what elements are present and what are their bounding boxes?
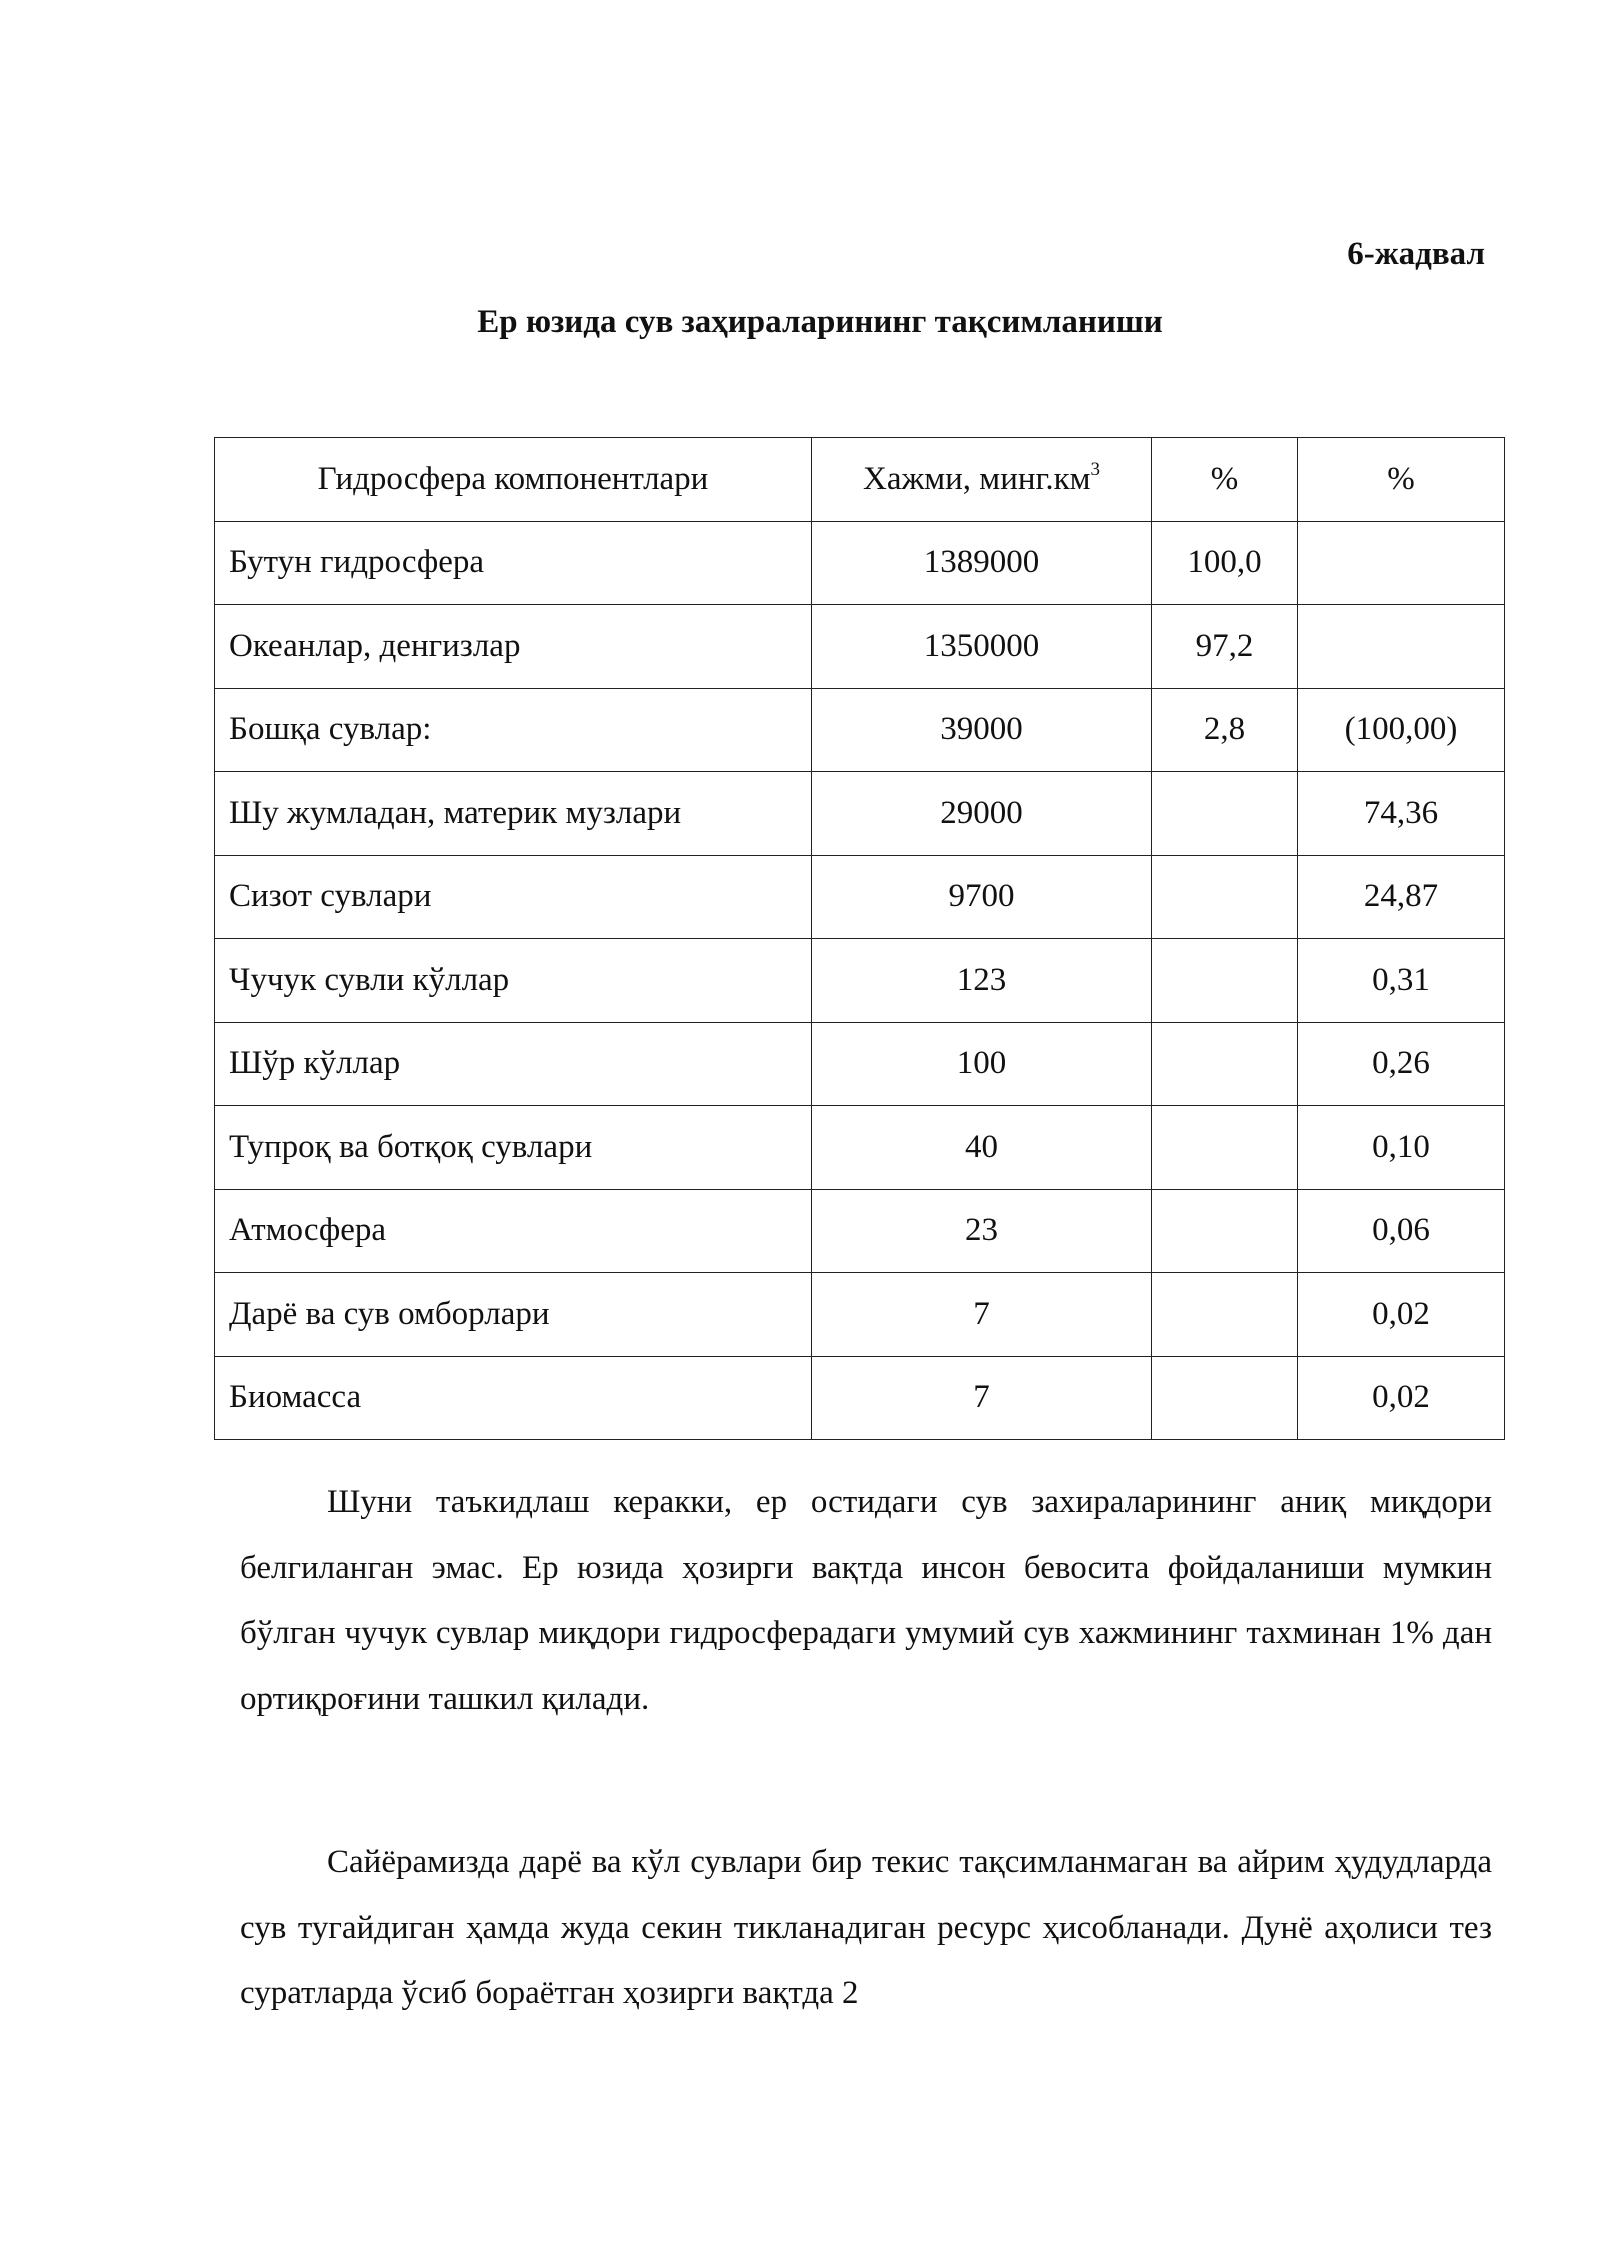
cell-volume: 7: [812, 1273, 1152, 1357]
cell-percent: 97,2: [1152, 605, 1298, 689]
table-row: [215, 605, 1505, 689]
cell-component: Дарё ва сув омборлари: [215, 1273, 812, 1357]
cell-volume: 39000: [812, 688, 1152, 772]
cell-percent: [1152, 1356, 1298, 1440]
cell-percent-2: 0,31: [1298, 939, 1505, 1023]
table-row: [215, 1189, 1505, 1273]
cell-percent-2: 0,02: [1298, 1273, 1505, 1357]
cell-percent-2: (100,00): [1298, 688, 1505, 772]
paragraph-2: Сайёрамизда дарё ва кўл сувлари бир текис тақсимланмаган ва айрим ҳудудларда сув тугайдиган ҳамда жуда секин тикланадиган ресурс ҳисобланади. Дунё аҳолиси тез суратларда ўсиб бораётган ҳозирги вақтда 2: [240, 1844, 1492, 2011]
cell-percent-2: 74,36: [1298, 772, 1505, 856]
cell-percent: [1152, 1273, 1298, 1357]
cell-percent-2: 0,02: [1298, 1356, 1505, 1440]
cell-percent: [1152, 772, 1298, 856]
cell-percent-2: 0,26: [1298, 1022, 1505, 1106]
cell-volume: 29000: [812, 772, 1152, 856]
cell-percent-2: [1298, 521, 1505, 605]
cell-volume: 123: [812, 939, 1152, 1023]
table-row: [215, 1022, 1505, 1106]
cell-volume: 1350000: [812, 605, 1152, 689]
table-row: [215, 1273, 1505, 1357]
cell-component: Шўр кўллар: [215, 1022, 812, 1106]
cell-component: Бутун гидросфера: [215, 521, 812, 605]
cell-percent: [1152, 939, 1298, 1023]
table-row: [215, 521, 1505, 605]
table-title: Ер юзида сув заҳираларининг тақсимланиши: [477, 304, 1163, 340]
cell-volume: 100: [812, 1022, 1152, 1106]
header-components: Гидросфера компонентлари: [215, 438, 812, 522]
cell-percent-2: 24,87: [1298, 855, 1505, 939]
header-percent: %: [1152, 438, 1298, 522]
table-row: [215, 855, 1505, 939]
cell-percent: [1152, 855, 1298, 939]
table-row: [215, 1106, 1505, 1190]
table-row: [215, 688, 1505, 772]
cell-volume: 23: [812, 1189, 1152, 1273]
table-row: [215, 939, 1505, 1023]
table-number: 6-жадвал: [1347, 236, 1485, 272]
paragraph-1: Шуни таъкидлаш керакки, ер остидаги сув захираларининг аниқ миқдори белгиланган эмас. Ер юзида ҳозирги вақтда инсон бевосита фойдаланиши мумкин бўлган чучук сувлар миқдори гидросферадаги умумий сув хажмининг тахминан 1% дан ортиқроғини ташкил қилади.: [240, 1484, 1492, 1717]
water-distribution-table: [214, 437, 1505, 1440]
cell-component: Шу жумладан, материк музлари: [215, 772, 812, 856]
table-header-row: [215, 438, 1505, 522]
cell-percent: 2,8: [1152, 688, 1298, 772]
cell-percent-2: 0,10: [1298, 1106, 1505, 1190]
header-volume: Хажми, $минг.км^3$: [812, 438, 1152, 522]
cell-component: Чучук сувли кўллар: [215, 939, 812, 1023]
cell-percent: [1152, 1189, 1298, 1273]
header-percent-2: %: [1298, 438, 1505, 522]
table-row: [215, 772, 1505, 856]
cell-percent: [1152, 1022, 1298, 1106]
cell-component: Атмосфера: [215, 1189, 812, 1273]
cell-component: Тупроқ ва ботқоқ сувлари: [215, 1106, 812, 1190]
table-row: [215, 1356, 1505, 1440]
cell-volume: 7: [812, 1356, 1152, 1440]
cell-component: Океанлар, денгизлар: [215, 605, 812, 689]
cell-component: Биомасса: [215, 1356, 812, 1440]
cell-percent-2: 0,06: [1298, 1189, 1505, 1273]
cell-component: Сизот сувлари: [215, 855, 812, 939]
cell-volume: 40: [812, 1106, 1152, 1190]
cell-volume: 9700: [812, 855, 1152, 939]
cell-volume: 1389000: [812, 521, 1152, 605]
cell-percent: 100,0: [1152, 521, 1298, 605]
cell-percent-2: [1298, 605, 1505, 689]
cell-component: Бошқа сувлар:: [215, 688, 812, 772]
cell-percent: [1152, 1106, 1298, 1190]
